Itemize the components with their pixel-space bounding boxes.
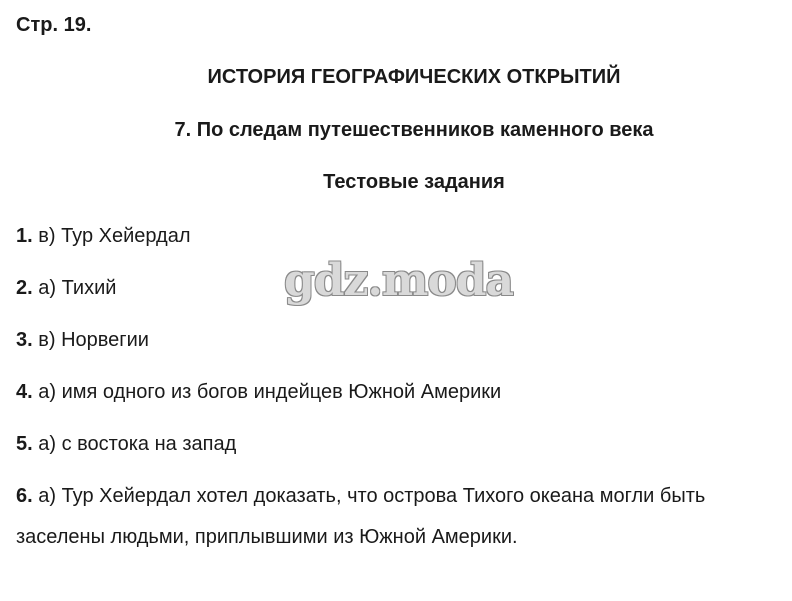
answer-number: 3. — [16, 329, 33, 351]
answer-number: 6. — [16, 485, 33, 507]
answer-text: в) Норвегии — [32, 329, 149, 351]
answer-1 — [16, 226, 191, 246]
answer-text: а) с востока на запад — [32, 433, 237, 455]
answer-text: а) Тур Хейердал хотел доказать, что острова Тихого океана могли быть заселены людьми, приплывшими из Южной Америки. — [16, 485, 706, 548]
subtitle: Тестовые задания — [323, 171, 505, 193]
page-number: Стр. 19. — [16, 14, 92, 36]
answer-3 — [16, 330, 149, 350]
answer-2 — [16, 278, 116, 298]
answer-number: 1. — [16, 225, 33, 247]
answer-6 — [16, 476, 786, 558]
answer-5 — [16, 434, 236, 454]
answer-4 — [16, 382, 501, 402]
answer-text: а) Тихий — [32, 277, 117, 299]
answer-number: 4. — [16, 381, 33, 403]
topic-title: 7. По следам путешественников каменного века — [174, 119, 654, 141]
section-title: ИСТОРИЯ ГЕОГРАФИЧЕСКИХ ОТКРЫТИЙ — [207, 66, 621, 88]
answer-number: 2. — [16, 277, 33, 299]
watermark-logo: gdz.moda — [284, 255, 514, 306]
answer-text: в) Тур Хейердал — [32, 225, 191, 247]
answer-number: 5. — [16, 433, 33, 455]
answer-text: а) имя одного из богов индейцев Южной Америки — [32, 381, 502, 403]
